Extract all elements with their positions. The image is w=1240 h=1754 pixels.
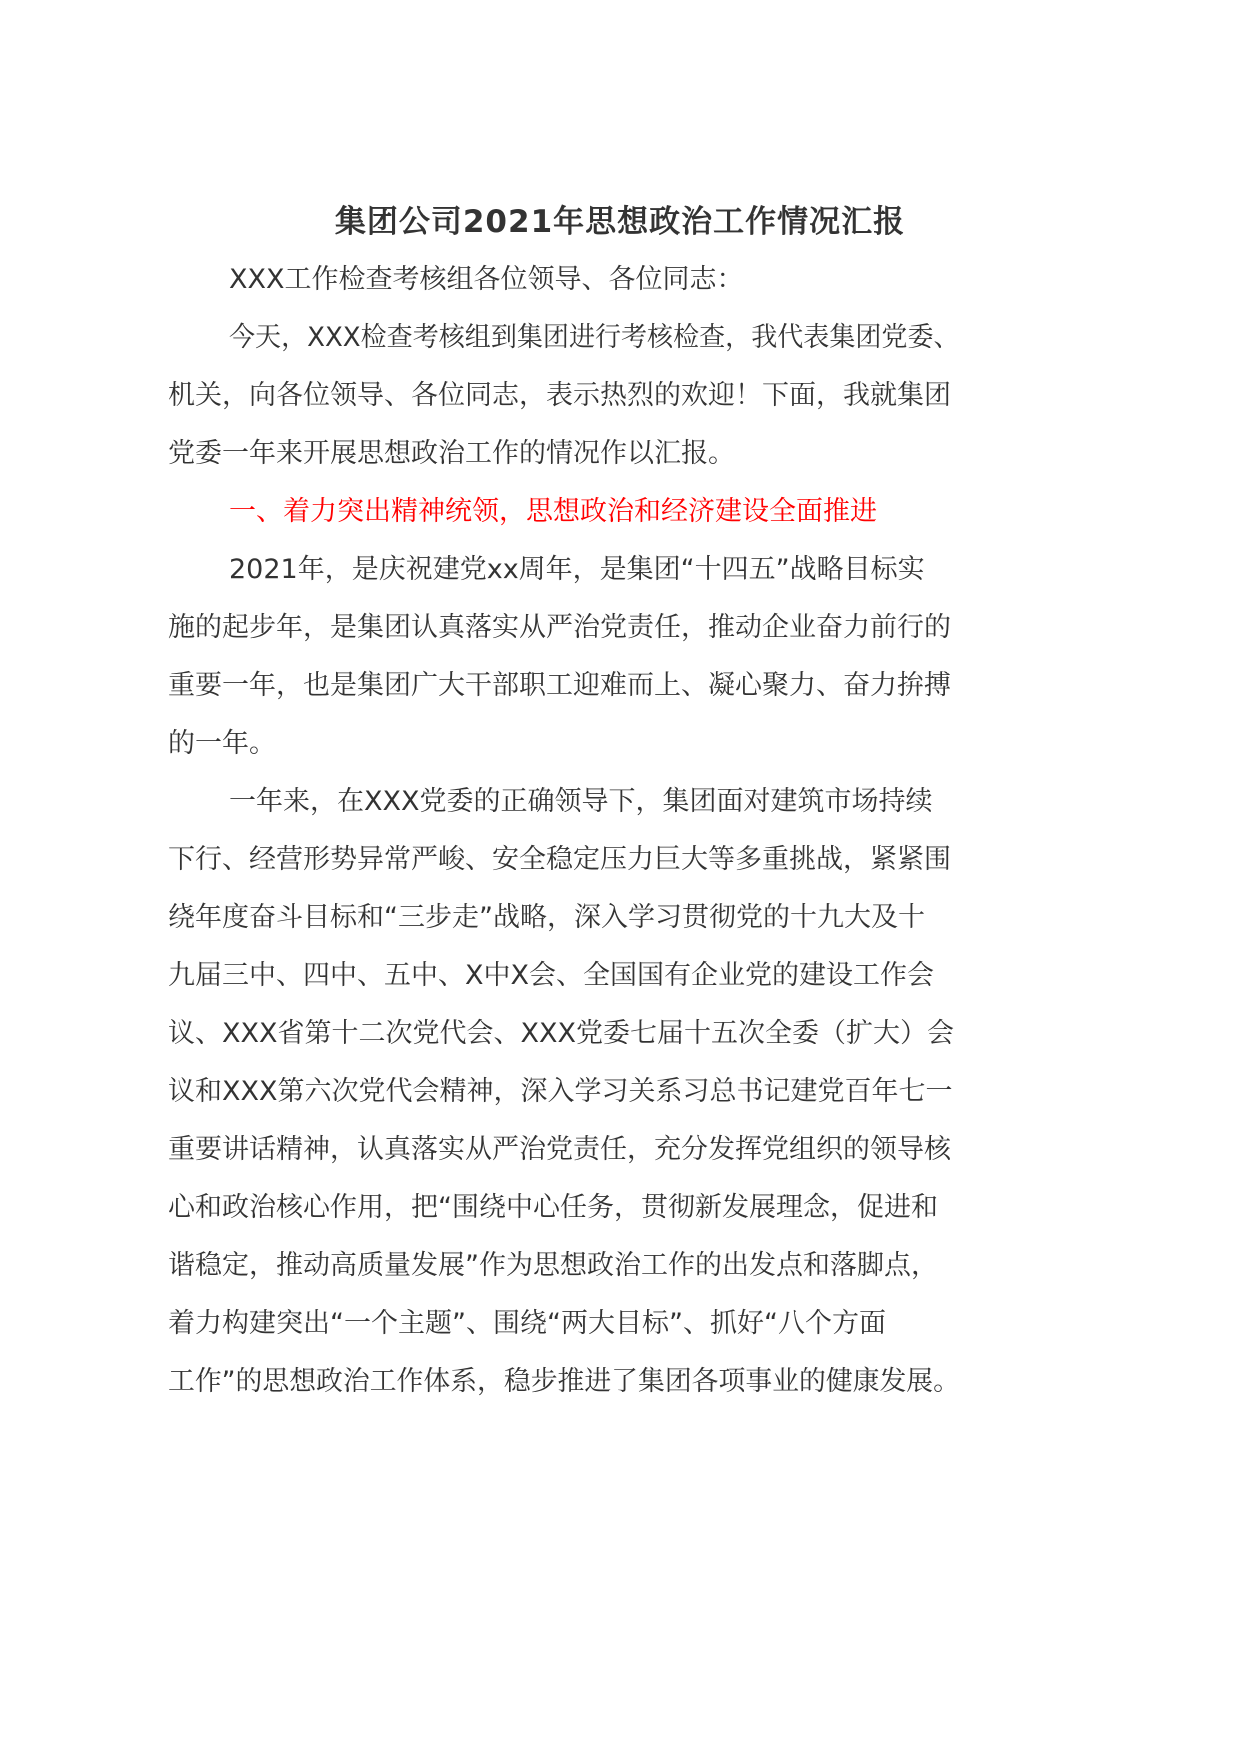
- paragraph-line: 议、XXX省第十二次党代会、XXX党委七届十五次全委（扩大）会: [168, 1018, 954, 1049]
- paragraph-line: 2021年，是庆祝建党xx周年，是集团“十四五”战略目标实: [229, 554, 925, 585]
- document-title: 集团公司2021年思想政治工作情况汇报: [334, 204, 906, 240]
- section-heading: 一、着力突出精神统领，思想政治和经济建设全面推进: [229, 496, 877, 527]
- paragraph-line: 工作”的思想政治工作体系，稳步推进了集团各项事业的健康发展。: [168, 1366, 960, 1397]
- paragraph-line: 施的起步年，是集团认真落实从严治党责任，推动企业奋力前行的: [168, 612, 951, 643]
- paragraph-line: 心和政治核心作用，把“围绕中心任务，贯彻新发展理念，促进和: [168, 1192, 938, 1223]
- paragraph-line: 今天，XXX检查考核组到集团进行考核检查，我代表集团党委、: [229, 322, 960, 353]
- paragraph-line: 重要一年，也是集团广大干部职工迎难而上、凝心聚力、奋力拚搏: [168, 670, 951, 701]
- paragraph-line: 重要讲话精神，认真落实从严治党责任，充分发挥党组织的领导核: [168, 1134, 951, 1165]
- paragraph-line: 机关，向各位领导、各位同志，表示热烈的欢迎！下面，我就集团: [168, 380, 951, 411]
- paragraph-line: 谐稳定，推动高质量发展”作为思想政治工作的出发点和落脚点，: [168, 1250, 938, 1281]
- paragraph-line: 九届三中、四中、五中、X中X会、全国国有企业党的建设工作会: [168, 960, 934, 991]
- paragraph-line: 一年来，在XXX党委的正确领导下，集团面对建筑市场持续: [229, 786, 933, 817]
- paragraph-line: 下行、经营形势异常严峻、安全稳定压力巨大等多重挑战，紧紧围: [168, 844, 951, 875]
- paragraph-line: 议和XXX第六次党代会精神，深入学习关系习总书记建党百年七一: [168, 1076, 953, 1107]
- salutation-line: XXX工作检查考核组各位领导、各位同志：: [229, 264, 744, 295]
- paragraph-line: 的一年。: [168, 728, 276, 759]
- paragraph-line: 党委一年来开展思想政治工作的情况作以汇报。: [168, 438, 735, 469]
- paragraph-line: 着力构建突出“一个主题”、围绕“两大目标”、抓好“八个方面: [168, 1308, 886, 1339]
- paragraph-line: 绕年度奋斗目标和“三步走”战略，深入学习贯彻党的十九大及十: [168, 902, 925, 933]
